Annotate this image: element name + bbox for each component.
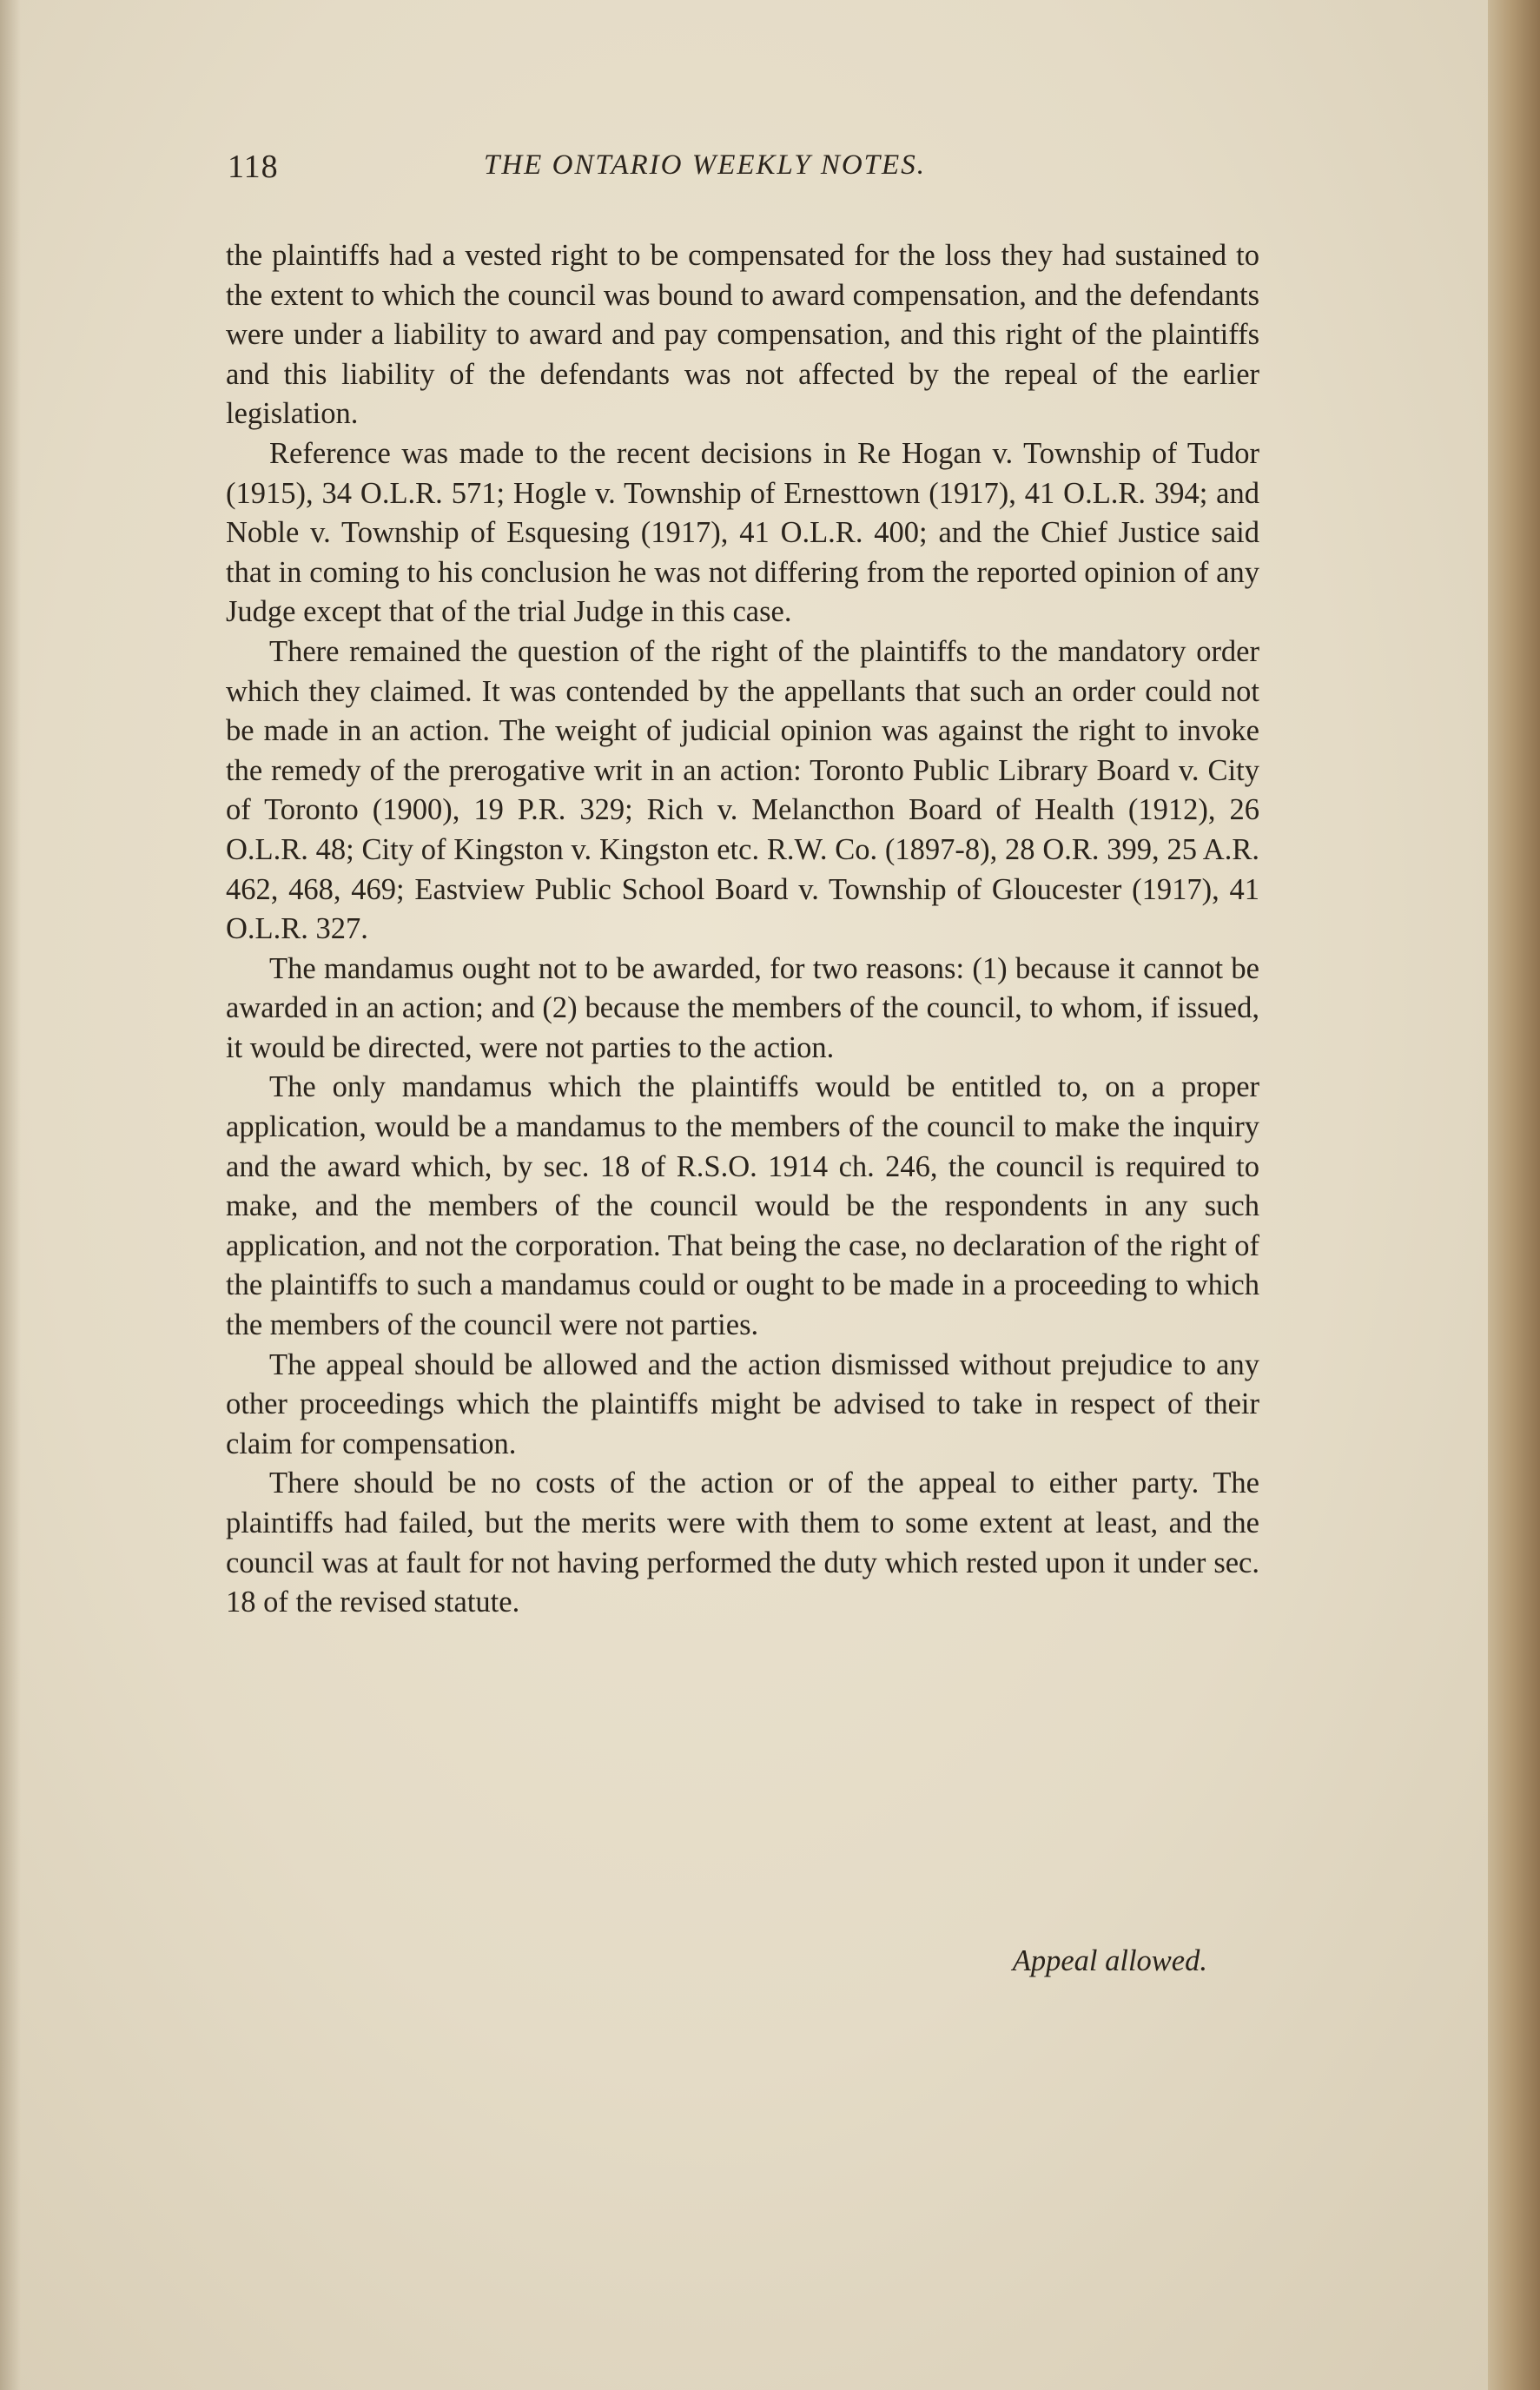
body-text xyxy=(226,236,1259,1623)
paragraph-mandamus-reasons: The mandamus ought not to be awarded, for two reasons: (1) because it cannot be awarded in an action; and (2) because the members of the council, to whom, if issued, it would be directed, were not parties to the action. xyxy=(226,951,1259,1064)
paragraph-continuation: the plaintiffs had a vested right to be compensated for the loss they had sustained to the extent to which the council was bound to award compensation, and the defendants were under a liability to award and pay compensation, and this right of the plaintiffs and this liability of the defendants was not affected by the repeal of the earlier legislation. xyxy=(226,239,1259,431)
page-edge xyxy=(1488,0,1540,2390)
paragraph-appeal-allowed: The appeal should be allowed and the action dismissed without prejudice to any other proceedings which the plaintiffs might be advised to take in respect of their claim for compensation. xyxy=(226,1347,1259,1460)
spine-shadow xyxy=(0,0,21,2390)
running-title: THE ONTARIO WEEKLY NOTES. xyxy=(484,149,926,181)
page-number: 118 xyxy=(228,149,279,185)
paragraph-proper-application: The only mandamus which the plaintiffs would be entitled to, on a proper application, would be a mandamus to the members of the council to make the inquiry and the award which, by sec. 18 of R.S.O. 1914 ch. 246, the council is required to make, and the members of the council would be the respondents in any such application, and not the corporation. That being the case, no declaration of the right of the plaintiffs to such a mandamus could or ought to be made in a proceeding to which the members of the council were not parties. xyxy=(226,1070,1259,1342)
paragraph-costs: There should be no costs of the action or of the appeal to either party. The plaintiffs had failed, but the merits were with them to some extent at least, and the council was at fault for not having performed the duty which rested upon it under sec. 18 of the revised statute. xyxy=(226,1466,1259,1619)
paragraph-mandatory-order: There remained the question of the right of the plaintiffs to the mandatory order which they claimed. It was contended by the appellants that such an order could not be made in an action. The weight of judicial opinion was against the right to invoke the remedy of the prerogative writ in an action: Toronto Public Library Board v. City of Toronto (1900), 19 P.R. 329; Rich v. Melancthon Board of Health (1912), 26 O.L.R. 48; City of Kingston v. Kingston etc. R.W. Co. (1897-8), 28 O.R. 399, 25 A.R. 462, 468, 469; Eastview Public School Board v. Township of Gloucester (1917), 41 O.L.R. 327. xyxy=(226,634,1259,946)
paragraph-references: Reference was made to the recent decisions in Re Hogan v. Township of Tudor (1915), 34 O.L.R. 571; Hogle v. Township of Ernesttown (1917), 41 O.L.R. 394; and Noble v. Township of Esquesing (1917), 41 O.L.R. 400; and the Chief Justice said that in coming to his conclusion he was not differing from the reported opinion of any Judge except that of the trial Judge in this case. xyxy=(226,436,1259,629)
verdict: Appeal allowed. xyxy=(1012,1944,1207,1977)
page-header xyxy=(228,148,1252,200)
